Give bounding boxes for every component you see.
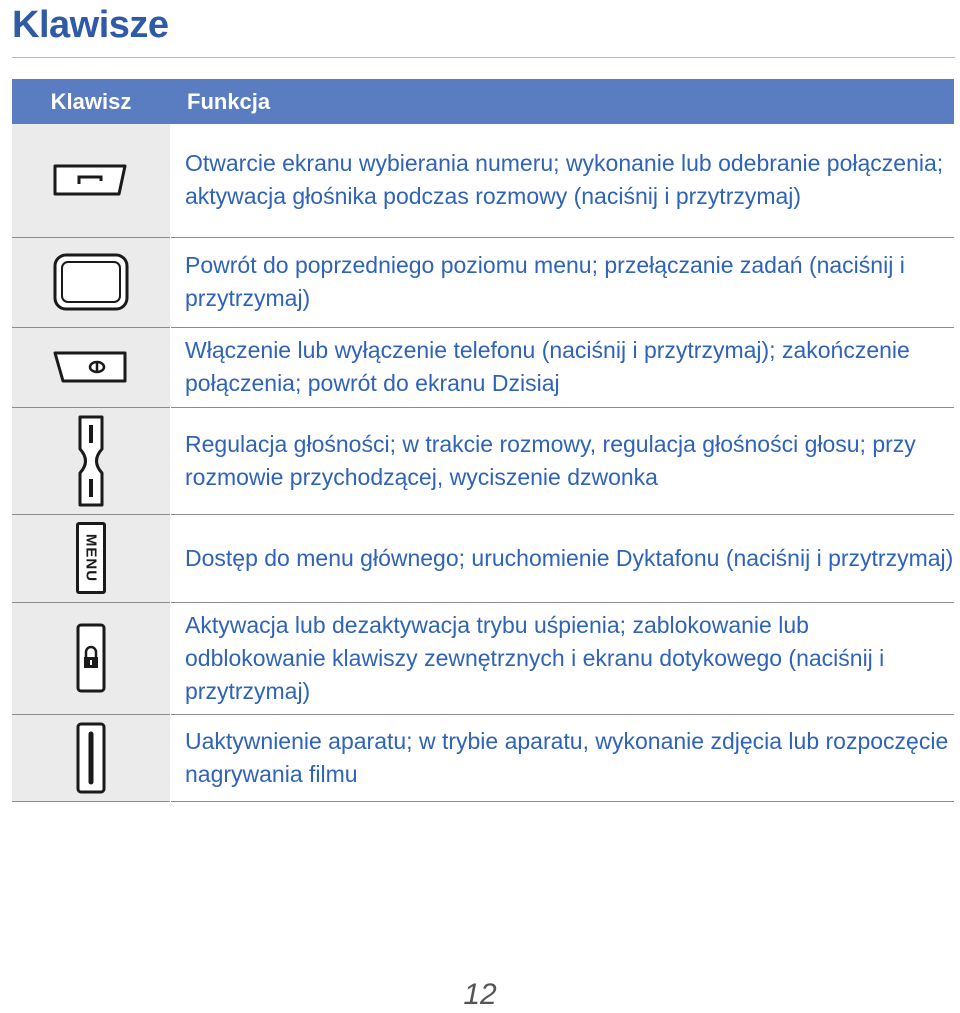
table-row bbox=[12, 602, 954, 714]
header-function: Funkcja bbox=[171, 79, 954, 124]
key-icon-cell bbox=[12, 602, 170, 714]
volume-key-icon bbox=[76, 415, 106, 507]
page-number: 12 bbox=[463, 978, 497, 1011]
page-title: Klawisze bbox=[12, 4, 169, 46]
lock-key-icon bbox=[76, 623, 106, 693]
key-icon-cell bbox=[12, 237, 170, 327]
key-icon-cell bbox=[12, 514, 170, 602]
table-row bbox=[12, 237, 954, 327]
key-function: Dostęp do menu głównego; uruchomienie Dyktafonu (naciśnij i przytrzymaj) bbox=[171, 514, 954, 602]
key-icon-cell bbox=[12, 124, 170, 237]
key-function: Aktywacja lub dezaktywacja trybu uśpienia; zablokowanie lub odblokowanie klawiszy zewnętrznych i ekranu dotykowego (naciśnij i przytrzymaj) bbox=[171, 602, 954, 714]
header-key: Klawisz bbox=[12, 79, 170, 124]
table-row bbox=[12, 514, 954, 602]
table-row bbox=[12, 124, 954, 237]
keys-table bbox=[12, 79, 954, 802]
key-function: Regulacja głośności; w trakcie rozmowy, regulacja głośności głosu; przy rozmowie przychodzącej, wyciszenie dzwonka bbox=[171, 407, 954, 514]
key-function: Powrót do poprzedniego poziomu menu; przełączanie zadań (naciśnij i przytrzymaj) bbox=[171, 237, 954, 327]
key-function: Otwarcie ekranu wybierania numeru; wykonanie lub odebranie połączenia; aktywacja głośnika podczas rozmowy (naciśnij i przytrzymaj) bbox=[171, 124, 954, 237]
key-icon-cell bbox=[12, 327, 170, 407]
key-function: Włączenie lub wyłączenie telefonu (naciśnij i przytrzymaj); zakończenie połączenia; powrót do ekranu Dzisiaj bbox=[171, 327, 954, 407]
key-icon-cell bbox=[12, 714, 170, 801]
table-row bbox=[12, 714, 954, 801]
power-end-key-icon bbox=[51, 347, 131, 387]
table-header-row bbox=[12, 79, 954, 124]
table-row bbox=[12, 407, 954, 514]
back-key-icon bbox=[52, 252, 130, 312]
key-function: Uaktywnienie aparatu; w trybie aparatu, wykonanie zdjęcia lub rozpoczęcie nagrywania filmu bbox=[171, 714, 954, 801]
title-divider bbox=[12, 57, 955, 58]
key-icon-cell bbox=[12, 407, 170, 514]
table-row bbox=[12, 327, 954, 407]
camera-key-icon bbox=[76, 722, 106, 794]
menu-key-label: MENU bbox=[82, 533, 100, 583]
menu-key-icon bbox=[76, 522, 106, 594]
call-key-icon bbox=[51, 160, 131, 200]
